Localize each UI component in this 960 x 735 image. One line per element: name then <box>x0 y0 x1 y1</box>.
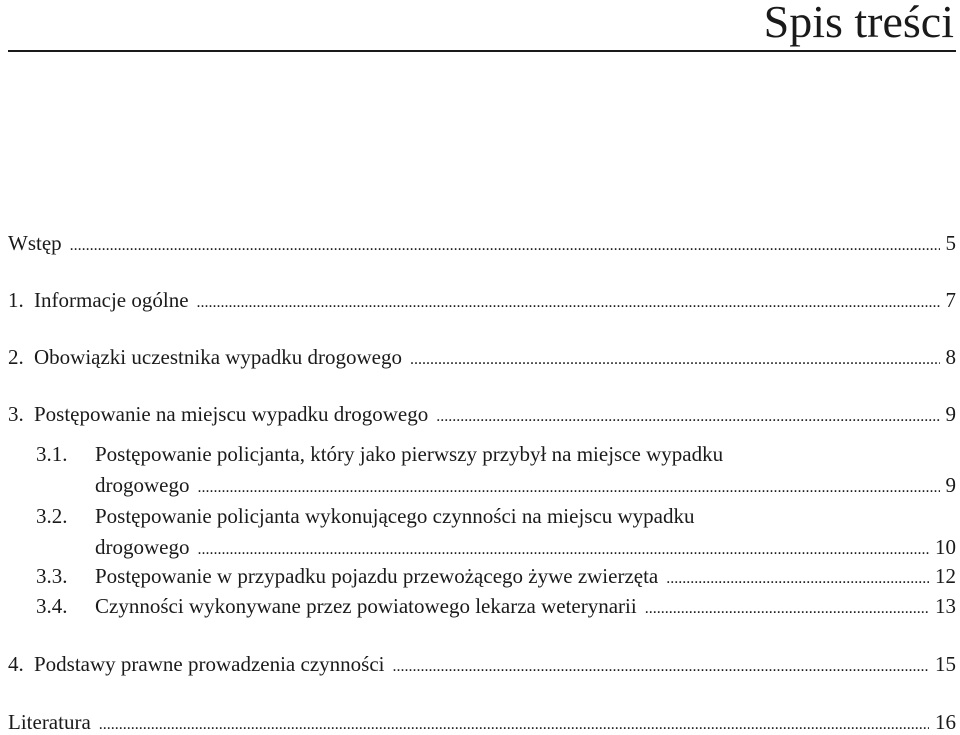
toc-entry-text: drogowego <box>95 473 190 497</box>
toc-entry-text: Podstawy prawne prowadzenia czynności <box>34 652 385 676</box>
toc-entry-text: Czynności wykonywane przez powiatowego lekarza weterynarii <box>95 594 637 618</box>
toc-entry-number: 3.3. <box>36 564 68 588</box>
toc-page-number: 9 <box>945 473 956 497</box>
toc-entry-text: Postępowanie w przypadku pojazdu przewożącego żywe zwierzęta <box>95 564 659 588</box>
toc-entry-number: 2. <box>8 345 24 369</box>
toc-entry-section-3-1-continued[interactable] <box>95 472 956 498</box>
toc-entry-text: Obowiązki uczestnika wypadku drogowego <box>34 345 402 369</box>
dot-leader <box>197 534 929 560</box>
toc-entry-section-3-2-continued[interactable] <box>95 534 956 560</box>
toc-entry-text: Literatura <box>8 710 91 734</box>
table-of-contents <box>8 0 956 734</box>
toc-entry-number: 3.2. <box>36 504 68 528</box>
toc-entry-chapter-1[interactable] <box>8 287 956 313</box>
toc-entry-number: 3.1. <box>36 442 68 466</box>
toc-entry-intro[interactable] <box>8 230 956 256</box>
dot-leader <box>436 401 939 427</box>
toc-page-number: 12 <box>935 564 956 588</box>
toc-entry-chapter-3[interactable] <box>8 401 956 427</box>
toc-entry-section-3-1[interactable] <box>36 441 956 467</box>
toc-entry-section-3-3[interactable] <box>36 563 956 589</box>
dot-leader <box>197 472 939 498</box>
toc-entry-literature[interactable] <box>8 709 956 735</box>
page-title: Spis treści <box>763 0 954 47</box>
toc-entry-number: 1. <box>8 288 24 312</box>
toc-entry-text: Postępowanie policjanta wykonującego czynności na miejscu wypadku <box>95 504 695 528</box>
toc-page-number: 8 <box>945 345 956 369</box>
toc-page-number: 13 <box>935 594 956 618</box>
toc-entry-section-3-2[interactable] <box>36 503 956 529</box>
toc-entry-section-3-4[interactable] <box>36 593 956 619</box>
toc-page-number: 7 <box>945 288 956 312</box>
toc-entry-number: 3.4. <box>36 594 68 618</box>
dot-leader <box>392 651 929 677</box>
dot-leader <box>99 709 929 735</box>
dot-leader <box>197 287 940 313</box>
dot-leader <box>666 563 929 589</box>
dot-leader <box>70 230 940 256</box>
dot-leader <box>645 593 929 619</box>
toc-page-number: 9 <box>945 402 956 426</box>
toc-page-number: 5 <box>945 231 956 255</box>
toc-entry-number: 3. <box>8 402 24 426</box>
toc-entry-number: 4. <box>8 652 24 676</box>
toc-entry-text: drogowego <box>95 535 190 559</box>
toc-page-number: 16 <box>935 710 956 734</box>
toc-entry-chapter-4[interactable] <box>8 651 956 677</box>
toc-page-number: 10 <box>935 535 956 559</box>
toc-entry-text: Postępowanie policjanta, który jako pierwszy przybył na miejsce wypadku <box>95 442 724 466</box>
toc-page-number: 15 <box>935 652 956 676</box>
toc-entry-text: Postępowanie na miejscu wypadku drogowego <box>34 402 429 426</box>
toc-entry-text: Informacje ogólne <box>34 288 189 312</box>
dot-leader <box>410 344 940 370</box>
toc-entry-chapter-2[interactable] <box>8 344 956 370</box>
toc-entry-text: Wstęp <box>8 231 62 255</box>
